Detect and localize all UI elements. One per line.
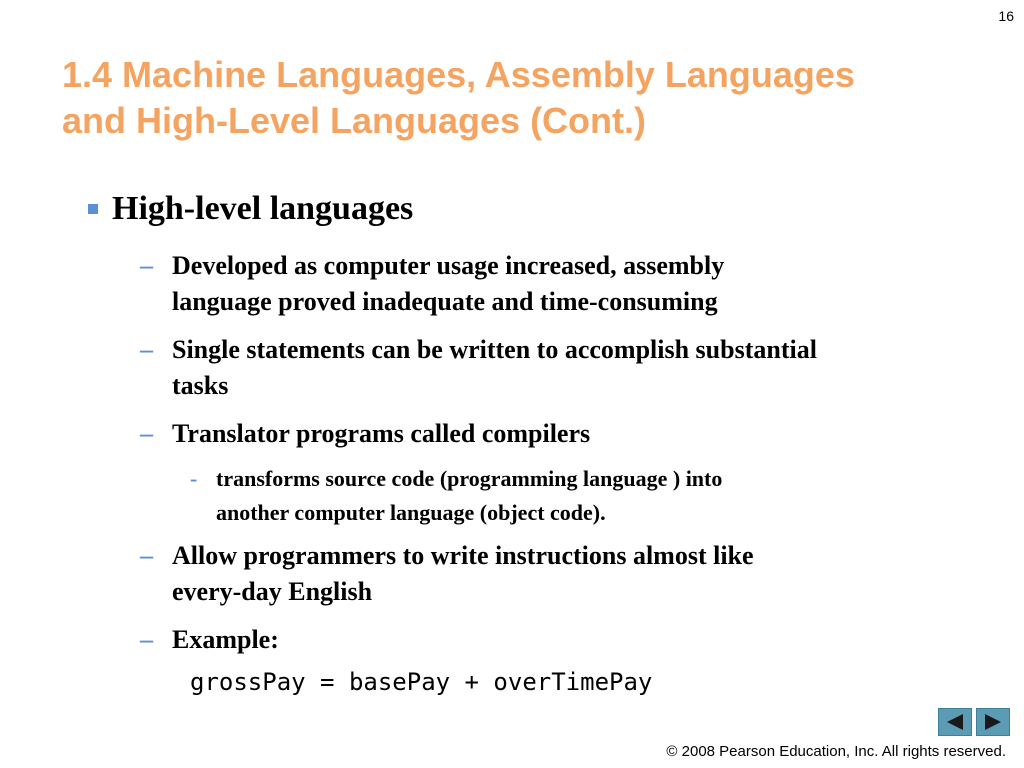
title-line-2: and High-Level Languages (Cont.) (62, 100, 647, 141)
list-item-text: tasks (172, 371, 229, 400)
dash-bullet-icon: – (140, 541, 153, 570)
dash-bullet-icon: – (140, 335, 153, 364)
list-item (140, 538, 754, 610)
list-item-text: Translator programs called compilers (172, 419, 591, 448)
slide-navigation (938, 708, 1010, 736)
list-item-text: Single statements can be written to accomplish substantial (172, 335, 817, 364)
bullet-heading (88, 190, 413, 228)
previous-slide-button[interactable] (938, 708, 972, 736)
list-item (140, 248, 724, 320)
sub-list-item-text: transforms source code (programming language ) into (216, 466, 723, 491)
copyright-footer: © 2008 Pearson Education, Inc. All rights reserved. (666, 743, 1006, 760)
list-item-text: every-day English (172, 577, 373, 606)
dash-bullet-icon: – (140, 251, 153, 280)
list-item (140, 622, 279, 658)
triangle-left-icon (945, 713, 965, 731)
slide-title (62, 52, 992, 144)
list-item-text: Allow programmers to write instructions almost like (172, 541, 754, 570)
list-item-text: Developed as computer usage increased, assembly (172, 251, 725, 280)
slide-number: 16 (998, 8, 1014, 24)
list-item-text: language proved inadequate and time-consuming (172, 287, 718, 316)
triangle-right-icon (983, 713, 1003, 731)
list-item (140, 416, 590, 452)
list-item-text: Example: (172, 625, 279, 654)
next-slide-button[interactable] (976, 708, 1010, 736)
square-bullet-icon (88, 204, 98, 214)
dash-bullet-icon: – (140, 419, 153, 448)
title-line-1: 1.4 Machine Languages, Assembly Languages (62, 54, 855, 95)
heading-text: High-level languages (112, 190, 414, 227)
sub-list-item (190, 462, 722, 530)
list-item (140, 332, 817, 404)
dash-bullet-icon: - (190, 466, 198, 491)
dash-bullet-icon: – (140, 625, 153, 654)
code-example: grossPay = basePay + overTimePay (190, 668, 653, 696)
sub-list-item-text: another computer language (object code). (216, 500, 606, 525)
